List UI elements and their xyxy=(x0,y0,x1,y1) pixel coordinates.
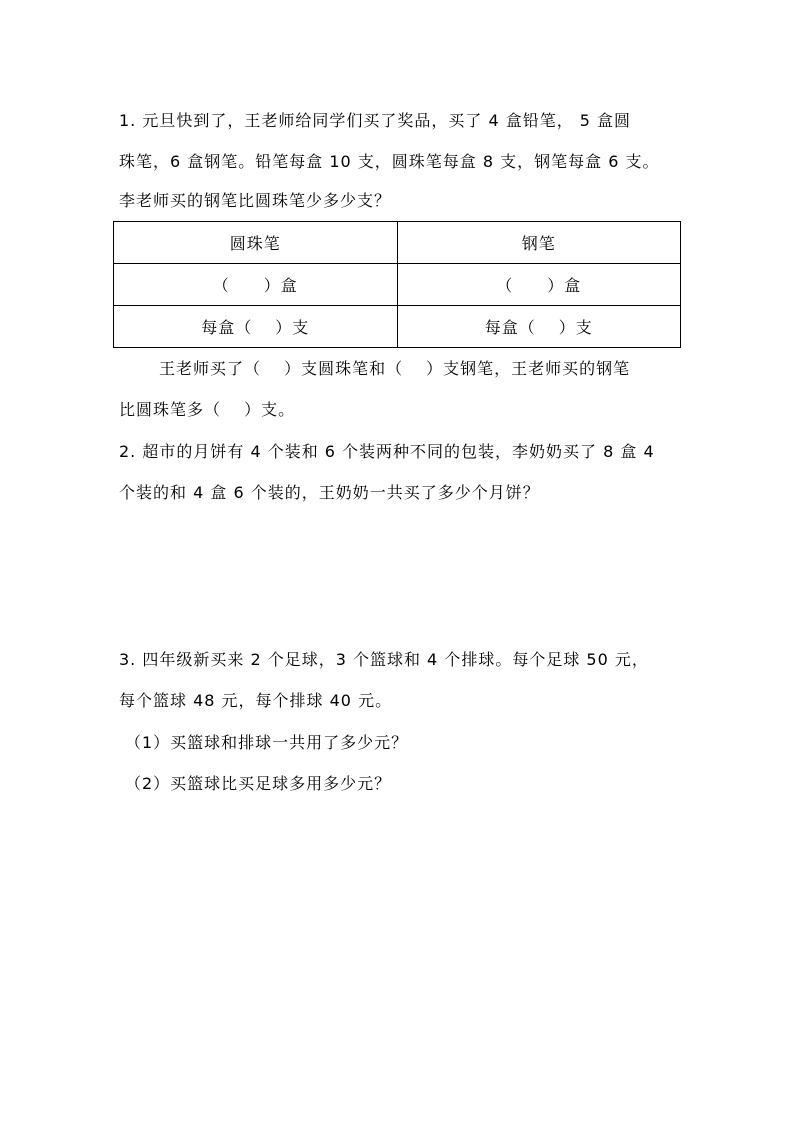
table-cell-fountain-boxes: （ ）盒 xyxy=(397,264,681,306)
q1-text-line-1: 1. 元旦快到了，王老师给同学们买了奖品，买了 4 盒铅笔， 5 盒圆 xyxy=(119,111,632,130)
q1-table xyxy=(113,221,681,348)
q3-subquestion-2: （2）买篮球比买足球多用多少元？ xyxy=(125,774,392,793)
q3-subquestion-1: （1）买篮球和排球一共用了多少元？ xyxy=(125,733,409,752)
q1-text-line-2: 珠笔，6 盒钢笔。铅笔每盒 10 支，圆珠笔每盒 8 支，钢笔每盒 6 支。 xyxy=(119,152,660,171)
table-row xyxy=(114,264,681,306)
table-row xyxy=(114,222,681,264)
table-cell-fountain-per-box: 每盒（ ）支 xyxy=(397,306,681,348)
table-cell-ballpoint-per-box: 每盒（ ）支 xyxy=(114,306,398,348)
table-header-fountain: 钢笔 xyxy=(397,222,681,264)
q2-text-line-1: 2. 超市的月饼有 4 个装和 6 个装两种不同的包装，李奶奶买了 8 盒 4 xyxy=(119,442,655,461)
q1-answer-line-1: 王老师买了（ ）支圆珠笔和（ ）支钢笔，王老师买的钢笔 xyxy=(159,359,631,378)
table-row xyxy=(114,306,681,348)
q1-text-line-3: 李老师买的钢笔比圆珠笔少多少支？ xyxy=(119,191,392,210)
table-cell-ballpoint-boxes: （ ）盒 xyxy=(114,264,398,306)
table-header-ballpoint: 圆珠笔 xyxy=(114,222,398,264)
q3-text-line-1: 3. 四年级新买来 2 个足球，3 个篮球和 4 个排球。每个足球 50 元， xyxy=(119,650,649,669)
q1-answer-line-2: 比圆珠笔多（ ）支。 xyxy=(119,400,296,419)
q2-text-line-2: 个装的和 4 盒 6 个装的，王奶奶一共买了多少个月饼？ xyxy=(119,483,540,502)
q3-text-line-2: 每个篮球 48 元，每个排球 40 元。 xyxy=(119,691,393,710)
